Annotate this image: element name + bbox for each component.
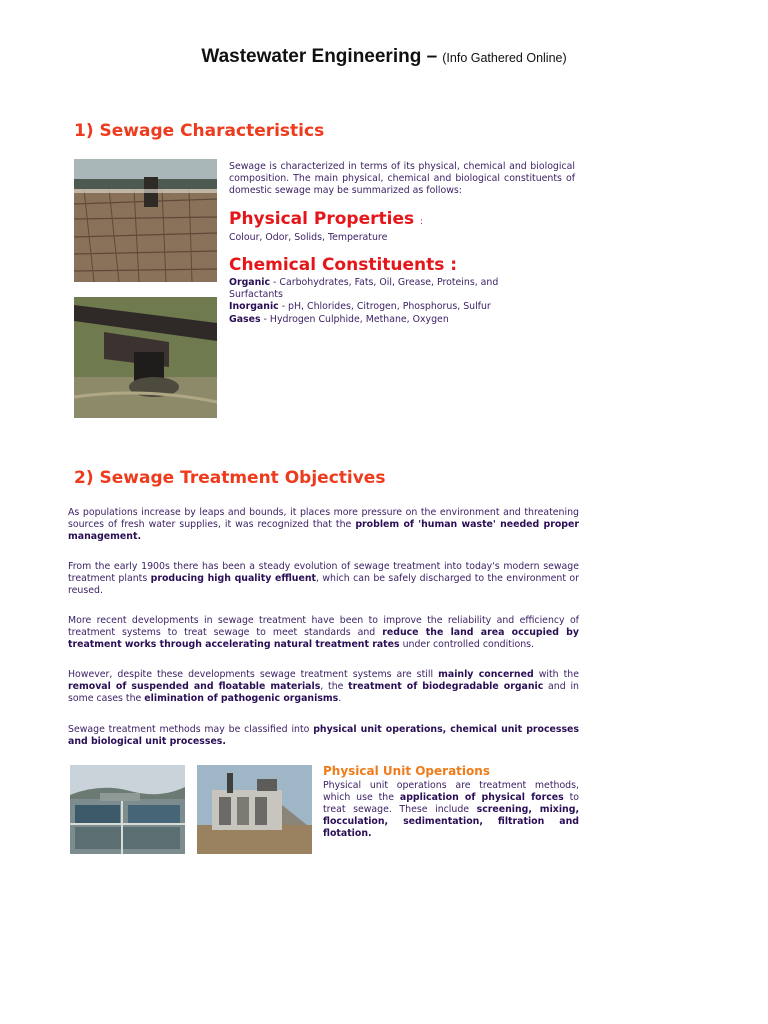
title-main: Wastewater Engineering –	[201, 46, 438, 67]
section-heading-characteristics: 1) Sewage Characteristics	[74, 121, 325, 141]
p4-emphasis-d: removal of suspended and floatable materials	[68, 681, 321, 692]
objectives-paragraph-1	[68, 507, 579, 543]
pu-text-a: Physical unit operations are treatment methods, which use the	[323, 780, 579, 803]
organic-line	[229, 277, 539, 301]
organic-label: Organic	[229, 277, 271, 288]
p1-emphasis: problem of 'human waste' needed proper management.	[68, 519, 579, 542]
p2-emphasis: producing high quality effluent	[150, 573, 316, 584]
characteristics-intro: Sewage is characterized in terms of its physical, chemical and biological composition. The main physical, chemical and biological constituents of domestic sewage may be summarized as follows:	[229, 161, 575, 196]
gases-text: - Hydrogen Culphide, Methane, Oxygen	[260, 314, 449, 325]
p4-emphasis-f: treatment of biodegradable organic	[348, 681, 544, 692]
gases-label: Gases	[229, 314, 261, 325]
p4-text-a: However, despite these developments sewage treatment systems are still	[68, 669, 439, 680]
inorganic-line	[229, 301, 559, 313]
objectives-paragraph-3	[68, 615, 579, 651]
p4-text-g: and in some cases the	[68, 681, 579, 704]
document-title	[0, 46, 768, 68]
physical-unit-operations-text	[323, 780, 579, 840]
p2-text-c: , which can be safely discharged to the environment or reused.	[68, 573, 579, 596]
pu-emphasis-d: screening, mixing, flocculation, sedimentation, filtration and flotation.	[323, 804, 579, 839]
inorganic-text: - pH, Chlorides, Citrogen, Phosphorus, Sulfur	[278, 301, 491, 312]
objectives-paragraph-4	[68, 669, 579, 705]
p4-emphasis-h: elimination of pathogenic organisms	[144, 693, 339, 704]
organic-text: - Carbohydrates, Fats, Oil, Grease, Proteins, and Surfactants	[229, 277, 499, 300]
p1-text: As populations increase by leaps and bounds, it places more pressure on the environment and threatening sources of fresh water supplies, it was recognized that the	[68, 507, 579, 530]
p4-text-c: with the	[533, 669, 579, 680]
p2-text-a: From the early 1900s there has been a steady evolution of sewage treatment into today's modern sewage treatment plants	[68, 561, 579, 584]
p4-text-i: .	[338, 693, 342, 704]
p3-emphasis: reduce the land area occupied by treatment works through accelerating natural treatment rates	[68, 627, 579, 650]
title-sub: (Info Gathered Online)	[442, 51, 567, 65]
photo-sewage-pipe-outlet	[74, 297, 217, 418]
physical-properties-title: Physical Properties	[229, 209, 415, 229]
pu-text-c: to treat sewage. These include	[323, 792, 579, 815]
photo-dried-sludge-beds	[74, 159, 217, 282]
section-heading-objectives: 2) Sewage Treatment Objectives	[74, 468, 386, 488]
physical-properties-colon: :	[420, 217, 424, 227]
inorganic-label: Inorganic	[229, 301, 279, 312]
pu-emphasis-b: application of physical forces	[399, 792, 564, 803]
p5-emphasis: physical unit operations, chemical unit processes and biological unit processes.	[68, 724, 579, 747]
physical-properties-heading	[229, 209, 423, 229]
p3-text-a: More recent developments in sewage treatment have been to improve the reliability and efficiency of treatment systems to treat sewage to meet standards and	[68, 615, 579, 638]
p3-text-c: under controlled conditions.	[399, 639, 535, 650]
p4-emphasis-b: mainly concerned	[438, 669, 534, 680]
physical-unit-operations-heading: Physical Unit Operations	[323, 764, 490, 778]
photo-treatment-tanks	[70, 765, 185, 854]
photo-screening-facility	[197, 765, 312, 854]
chemical-constituents-heading: Chemical Constituents :	[229, 255, 458, 275]
objectives-paragraph-5	[68, 724, 579, 748]
gases-line	[229, 314, 559, 326]
physical-properties-list: Colour, Odor, Solids, Temperature	[229, 232, 388, 243]
p5-text: Sewage treatment methods may be classified into	[68, 724, 314, 735]
objectives-paragraph-2	[68, 561, 579, 597]
p4-text-e: , the	[320, 681, 349, 692]
